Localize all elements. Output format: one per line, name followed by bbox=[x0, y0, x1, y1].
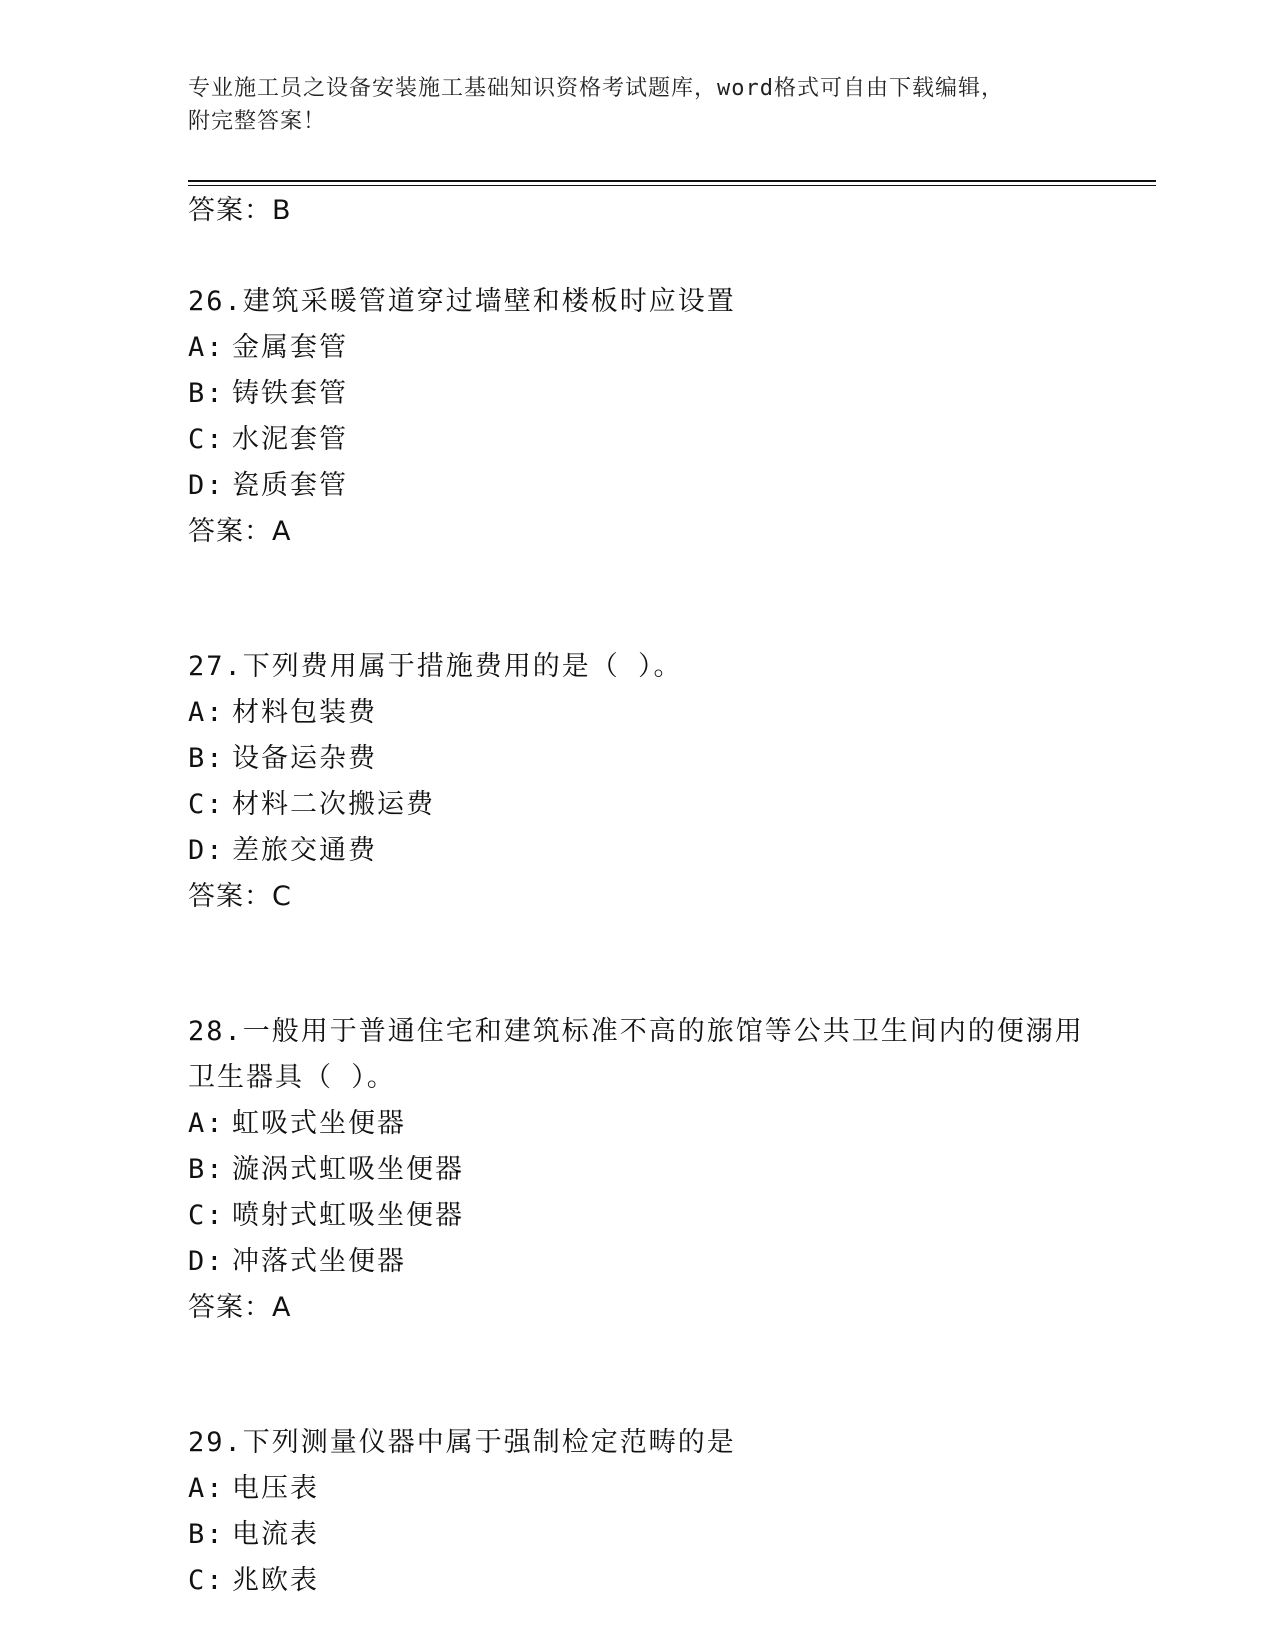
header-line-1: 专业施工员之设备安装施工基础知识资格考试题库，word格式可自由下载编辑， bbox=[188, 76, 1004, 101]
question-27 bbox=[188, 644, 1088, 920]
option-key: A: bbox=[188, 1473, 225, 1504]
option-c bbox=[188, 782, 1088, 828]
option-a bbox=[188, 690, 1088, 736]
header-divider-thick bbox=[188, 180, 1156, 182]
answer-line: 答案：A bbox=[188, 516, 292, 547]
option-text: 瓷质套管 bbox=[232, 470, 348, 501]
question-stem: 29.下列测量仪器中属于强制检定范畴的是 bbox=[188, 1427, 736, 1458]
option-text: 金属套管 bbox=[232, 332, 348, 363]
option-text: 兆欧表 bbox=[232, 1565, 319, 1596]
option-c bbox=[188, 417, 1088, 463]
question-list bbox=[188, 188, 1088, 1604]
option-key: C: bbox=[188, 1565, 225, 1596]
option-key: C: bbox=[188, 424, 225, 455]
option-c bbox=[188, 1193, 1088, 1239]
option-b bbox=[188, 371, 1088, 417]
question-stem: 28.一般用于普通住宅和建筑标准不高的旅馆等公共卫生间内的便溺用卫生器具（ ）。 bbox=[188, 1016, 1084, 1093]
header-note bbox=[188, 72, 1068, 138]
option-key: B: bbox=[188, 1154, 225, 1185]
question-stem: 27.下列费用属于措施费用的是（ ）。 bbox=[188, 651, 683, 682]
option-key: A: bbox=[188, 697, 225, 728]
option-text: 水泥套管 bbox=[232, 424, 348, 455]
option-b bbox=[188, 1512, 1088, 1558]
header-line-2: 附完整答案！ bbox=[188, 109, 327, 134]
option-d bbox=[188, 828, 1088, 874]
option-key: C: bbox=[188, 1200, 225, 1231]
option-a bbox=[188, 325, 1088, 371]
option-c bbox=[188, 1558, 1088, 1604]
option-a bbox=[188, 1466, 1088, 1512]
answer-line: 答案：A bbox=[188, 1292, 292, 1323]
option-b bbox=[188, 736, 1088, 782]
option-b bbox=[188, 1147, 1088, 1193]
option-text: 虹吸式坐便器 bbox=[232, 1108, 406, 1139]
answer-line: 答案：C bbox=[188, 881, 292, 912]
question-stem: 26.建筑采暖管道穿过墙壁和楼板时应设置 bbox=[188, 286, 736, 317]
question-28 bbox=[188, 1009, 1088, 1331]
option-key: D: bbox=[188, 470, 225, 501]
option-d bbox=[188, 463, 1088, 509]
previous-answer: 答案：B bbox=[188, 195, 292, 226]
option-text: 漩涡式虹吸坐便器 bbox=[232, 1154, 464, 1185]
option-d bbox=[188, 1239, 1088, 1285]
option-text: 材料包装费 bbox=[232, 697, 377, 728]
option-text: 电压表 bbox=[232, 1473, 319, 1504]
option-key: B: bbox=[188, 1519, 225, 1550]
option-key: C: bbox=[188, 789, 225, 820]
option-text: 差旅交通费 bbox=[232, 835, 377, 866]
option-a bbox=[188, 1101, 1088, 1147]
option-text: 电流表 bbox=[232, 1519, 319, 1550]
option-key: D: bbox=[188, 1246, 225, 1277]
option-key: A: bbox=[188, 332, 225, 363]
option-text: 冲落式坐便器 bbox=[232, 1246, 406, 1277]
option-text: 设备运杂费 bbox=[232, 743, 377, 774]
option-key: B: bbox=[188, 743, 225, 774]
option-text: 材料二次搬运费 bbox=[232, 789, 435, 820]
question-29 bbox=[188, 1420, 1088, 1604]
option-key: D: bbox=[188, 835, 225, 866]
header-divider-thin bbox=[188, 185, 1156, 186]
option-text: 喷射式虹吸坐便器 bbox=[232, 1200, 464, 1231]
option-text: 铸铁套管 bbox=[232, 378, 348, 409]
question-26 bbox=[188, 279, 1088, 555]
option-key: A: bbox=[188, 1108, 225, 1139]
option-key: B: bbox=[188, 378, 225, 409]
